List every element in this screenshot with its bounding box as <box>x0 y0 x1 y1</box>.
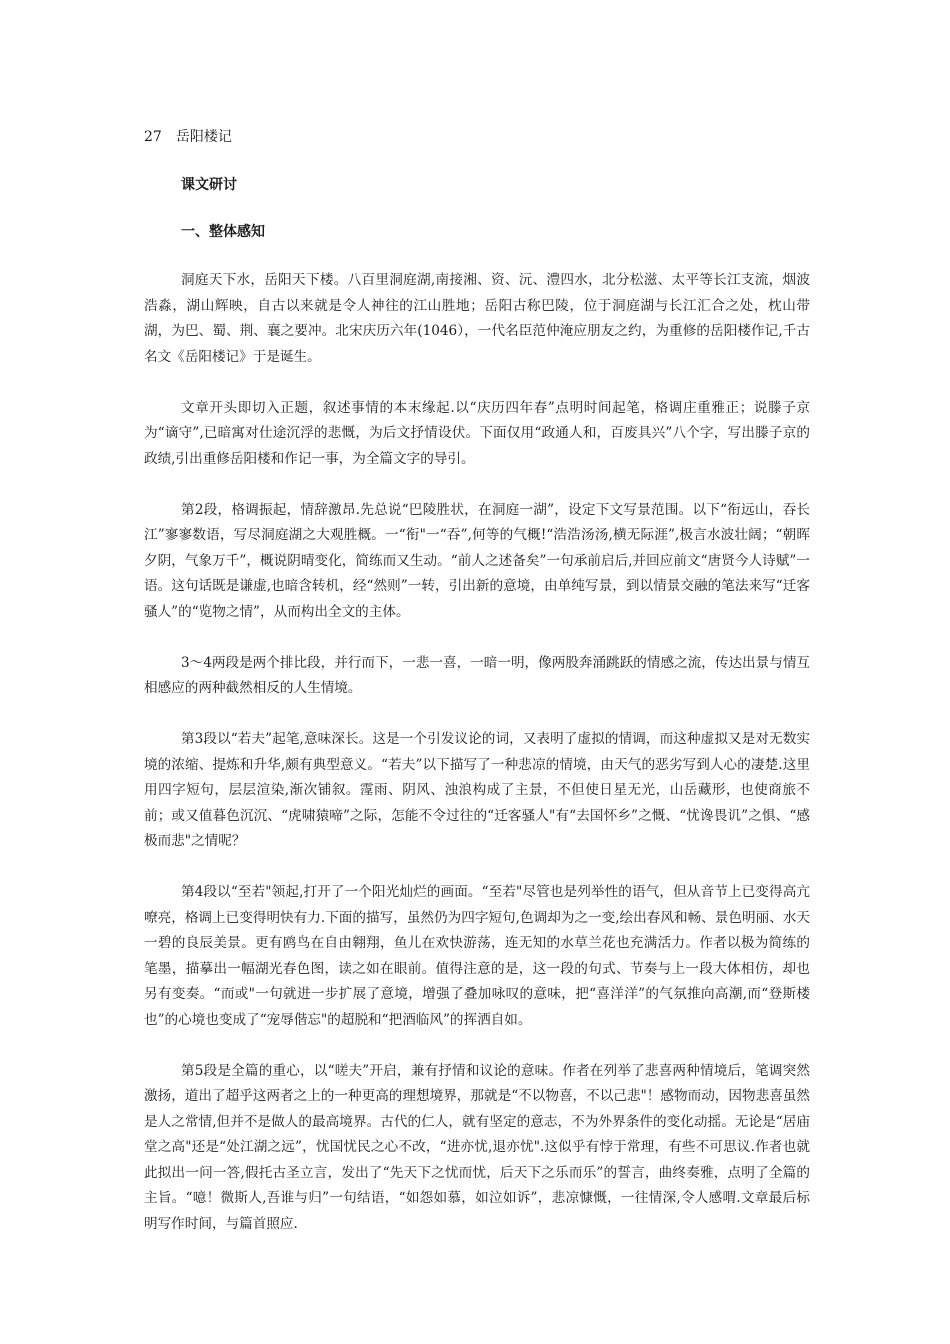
paragraph-5: 第3段以“若夫”起笔,意味深长。这是一个引发议论的词，又表明了虚拟的情调，而这种虚拟又是对无数实境的浓缩、提炼和升华,颇有典型意义。“若夫”以下描写了一种悲凉的情境，由天气的恶劣写到人心的凄楚.这里用四字短句，层层渲染,渐次铺叙。霪雨、阴风、浊浪构成了主景，不但使日星无光，山岳藏形，也使商旅不前；或又值暮色沉沉、“虎啸猿啼”之际，怎能不令过往的“迁客骚人"有“去国怀乡”之慨、“忧谗畏讥”之惧、“感极而悲"之情呢？ <box>144 731 810 849</box>
paragraph-2: 文章开头即切入正题，叙述事情的本末缘起.以“庆历四年春”点明时间起笔，格调庄重雅正；说滕子京为“谪守”,已暗寓对仕途沉浮的悲慨，为后文抒情设伏。下面仅用“政通人和，百废具兴”八个字，写出滕子京的政绩,引出重修岳阳楼和作记一事，为全篇文字的导引。 <box>144 399 810 467</box>
section-heading: 课文研讨 <box>181 177 237 193</box>
paragraph-6: 第4段以“至若"领起,打开了一个阳光灿烂的画面。“至若"尽管也是列举性的语气，但从音节上已变得高亢嘹亮，格调上已变得明快有力.下面的描写，虽然仍为四字短句,色调却为之一变,绘出春风和畅、景色明丽、水天一碧的良辰美景。更有鸥鸟在自由翱翔，鱼儿在欢快游荡，连无知的水草兰花也充满活力。作者以极为简练的笔墨，描摹出一幅湖光春色图，读之如在眼前。值得注意的是，这一段的句式、节奏与上一段大体相仿，却也另有变奏。“而或"一句就进一步扩展了意境，增强了叠加咏叹的意味，把“喜洋洋”的气氛推向高潮,而“登斯楼也”的心境也变成了“宠辱偕忘"的超脱和“把酒临风”的挥洒自如。 <box>144 884 810 1028</box>
paragraph-3: 第2段，格调振起，情辞激昂.先总说“巴陵胜状，在洞庭一湖”，设定下文写景范围。以下“衔远山，吞长江”寥寥数语，写尽洞庭湖之大观胜概。一“衔"一“吞”,何等的气概!“浩浩汤汤,横无际涯”,极言水波壮阔；“朝晖夕阴，气象万千”，概说阴晴变化，简练而又生动。“前人之述备矣”一句承前启后,并回应前文“唐贤今人诗赋”一语。这句话既是谦虚,也暗含转机，经“然则”一转，引出新的意境，由单纯写景，到以情景交融的笔法来写“迁客骚人”的“览物之情”，从而构出全文的主体。 <box>144 501 810 620</box>
lesson-title: 27 岳阳楼记 <box>144 129 232 145</box>
paragraph-7: 第5段是全篇的重心，以“嗟夫”开启，兼有抒情和议论的意味。作者在列举了悲喜两种情境后，笔调突然激扬，道出了超乎这两者之上的一种更高的理想境界，那就是“不以物喜，不以己悲"！感物而动，因物悲喜虽然是人之常情,但并不是做人的最高境界。古代的仁人，就有坚定的意志，不为外界条件的变化动摇。无论是“居庙堂之高"还是“处江湖之远”，忧国忧民之心不改，“进亦忧,退亦忧".这似乎有悖于常理，有些不可思议.作者也就此拟出一问一答,假托古圣立言，发出了“先天下之忧而忧，后天下之乐而乐”的誓言，曲终奏雅，点明了全篇的主旨。“噫！微斯人,吾谁与归”一句结语，“如怨如慕，如泣如诉”，悲凉慷慨，一往情深,令人感喟.文章最后标明写作时间，与篇首照应. <box>144 1062 810 1232</box>
paragraph-1: 洞庭天下水，岳阳天下楼。八百里洞庭湖,南接湘、资、沅、澧四水，北分松滋、太平等长江支流，烟波浩淼，湖山辉映，自古以来就是令人神往的江山胜地；岳阳古称巴陵，位于洞庭湖与长江汇合之处，枕山带湖，为巴、蜀、荆、襄之要冲。北宋庆历六年(1046），一代名臣范仲淹应朋友之约，为重修的岳阳楼作记,千古名文《岳阳楼记》于是诞生。 <box>144 272 810 365</box>
sub-heading: 一、整体感知 <box>181 224 265 240</box>
paragraph-4: 3～4两段是两个排比段，并行而下，一悲一喜，一暗一明，像两股奔涌跳跃的情感之流，传达出景与情互相感应的两种截然相反的人生情境。 <box>144 654 811 696</box>
body-text <box>144 268 810 1263</box>
